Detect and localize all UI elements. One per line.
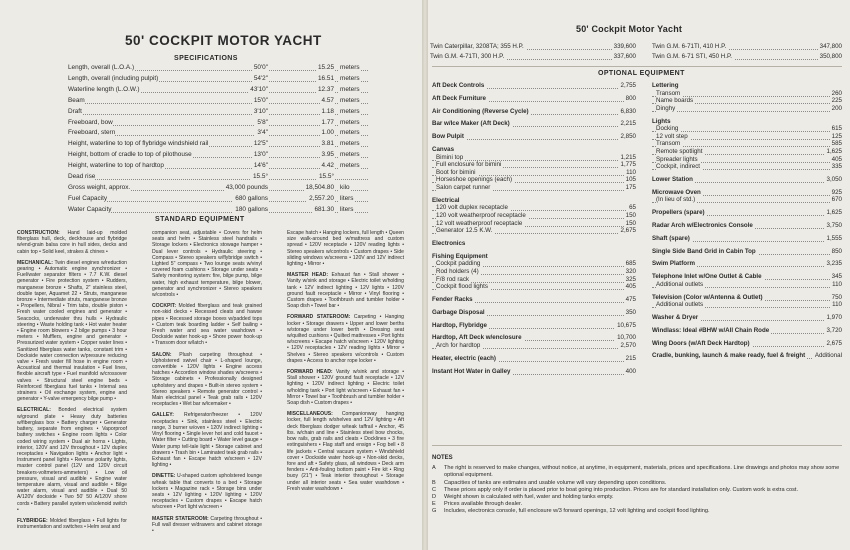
optional-item-label: Transom <box>656 89 681 97</box>
optional-item-label: Name boards <box>656 97 694 105</box>
optional-item <box>432 322 636 332</box>
optional-item-label: Salon carpet runner <box>436 184 491 191</box>
left-page <box>0 0 422 550</box>
optional-item <box>652 281 842 291</box>
spec-label: Fuel Capacity <box>68 194 108 202</box>
optional-item-label: Propellers (spare) <box>652 209 705 217</box>
spec-imperial-value: 3'4" <box>257 129 268 137</box>
optional-item-price: 110 <box>626 168 636 176</box>
optional-item-label: 120 volt duplex receptacle <box>436 204 508 212</box>
optional-item-label: Telephone Inlet w/One Outlet & Cable <box>652 273 762 281</box>
equipment-text: Companionway hanging locker, full length w/shelves and 12V lighting • Aft deck fiberglass dodger w/teak taffrail • Anchor, 45 lbs. w/chain and line • Stainless steel bow chocks, bow rails, grab rails and cleats • Docklines • 3 fire extinguishers • Flag staff and ensign • Fog bell • 8 life jackets • Central vacuum system • Windshield cover • Dockside water hook-up • Non-skid decks, fore and aft • Safety glass, all windows • Deck arm fenders • Anti-fouling bottom paint • Fire kit • Ring buoy (21") • Teak interior throughout • Storage under all interior seats • Sea water washdown • Fresh water washdown • <box>287 411 405 492</box>
equipment-category: COCKPIT: <box>152 303 177 310</box>
optional-item <box>652 340 842 350</box>
optional-item-label: Cockpit, indirect <box>656 163 701 171</box>
equipment-text: Refrigerator/freezer • 120V receptacles • Sink, stainless steel • Electric range, 3 burner w/oven • 120V indirect lighting • Vinyl flooring • Single lever hot and cold faucet • Water filter • Cutting board • Water level gauge • Water pump tell-tale light • Storage cabinet and drawers • Trash bin • Laminated teak grab rails • Exhaust fan • Escape hatch w/screen • 12V lighting • <box>152 412 262 469</box>
optional-item <box>652 327 842 337</box>
spec-label: Height, waterline to top of hardtop <box>68 162 164 170</box>
equipment-paragraph <box>152 352 262 408</box>
note-item <box>432 494 840 501</box>
optional-item-price: 3,720 <box>826 326 842 334</box>
optional-item-price: 2,215 <box>620 120 636 128</box>
optional-item-label: Bow Pulpit <box>432 133 464 141</box>
spec-metric-unit: liters <box>340 194 354 202</box>
optional-item-price: 3,750 <box>826 222 842 229</box>
optional-item-price: Additional <box>814 352 842 360</box>
optional-item <box>432 82 636 92</box>
notes-heading: NOTES <box>432 455 453 461</box>
notes-section <box>432 455 840 516</box>
optional-item-price: 110 <box>832 280 842 288</box>
optional-item-label: Washer & Dryer <box>652 314 699 321</box>
equipment-text: Escape hatch • Hanging lockers, full length • Queen size walk-around bed w/mattress and custom spread • 120V receptacle • 120V reading lights • Stereo speakers w/controls • Custom drapes • Side sliding windows w/screens • 120V and 12V indirect lighting • Mirror • <box>287 230 404 268</box>
optional-item-label: Cradle, bunking, launch & make ready, fuel & freight <box>652 352 806 360</box>
spec-imperial-value: 54'2" <box>253 74 268 82</box>
optional-item-price: 750 <box>831 293 842 301</box>
optional-item <box>652 105 842 115</box>
spec-row <box>68 129 368 139</box>
equipment-text: Carpeting throughout • Full wall dresser w/drawers and cabinet storage • <box>152 515 263 534</box>
equipment-paragraph <box>287 369 404 406</box>
optional-item-price: 3,235 <box>826 260 842 268</box>
optional-item-price: 110 <box>832 301 842 309</box>
optional-item-label: (In lieu of std.) <box>656 196 696 204</box>
spec-row <box>68 151 368 161</box>
optional-item-label: Electrical <box>432 196 460 204</box>
divider <box>432 445 842 446</box>
note-key: C <box>432 486 437 493</box>
spec-metric-value: 12.37 <box>318 85 334 93</box>
equipment-category: CONSTRUCTION: <box>17 230 60 236</box>
equipment-paragraph <box>17 260 127 403</box>
equipment-paragraph <box>152 412 262 468</box>
optional-item <box>432 184 636 194</box>
spec-metric-unit: meters <box>340 118 360 126</box>
optional-item-label: Hardtop, Flybridge <box>432 321 488 329</box>
equipment-text: Molded fiberglass and teak grained non-skid decks • Recessed cleats and hawse pipes • Recessed storage boxes w/padded tops • Custom teak boarding ladder • Self bailing • Fresh water and sea water washdown • Dockside water hook-up • Shore power hook-up • Transom door w/latch • <box>152 303 262 347</box>
engine-option-price: 350,800 <box>819 53 842 60</box>
spec-metric-value: 2,557.20 <box>309 194 334 202</box>
optional-item-label: Garbage Disposal <box>432 308 485 316</box>
optional-item-label: Additional outlets <box>656 280 704 288</box>
spec-metric-value: 4.42 <box>321 162 334 170</box>
optional-item <box>652 301 842 311</box>
spec-row <box>68 75 368 85</box>
optional-item-label: Single Side Band Grid in Cabin Top <box>652 247 756 255</box>
equipment-text: Exhaust fan • Stall shower • Vanity w/sink and storage • Electric toilet w/holding tank • 12V indirect lighting • 12V lights • 120V ground fault receptacle • Mirror • Vinyl flooring • Custom drapes • Toothbrush and tumbler holder • Soap dish • Towel bar • <box>287 272 404 310</box>
spec-metric-value: 681.30 <box>314 205 334 213</box>
optional-item-label: Lower Station <box>652 176 693 183</box>
engine-option-label: Twin Caterpillar, 3208TA; 355 H.P. <box>430 43 524 50</box>
engine-option-label: Twin G.M. 6-71 STI, 450 H.P. <box>652 53 733 60</box>
optional-item-label: Microwave Oven <box>652 188 701 196</box>
equipment-paragraph <box>152 516 262 535</box>
optional-item-label: Television (Color w/Antenna & Outlet) <box>652 293 763 301</box>
equipment-paragraph <box>152 473 262 510</box>
optional-item-label: Air Conditioning (Reverse Cycle) <box>432 107 529 115</box>
optional-item-label: Hardtop, Aft Deck w/enclosure <box>432 334 522 342</box>
optional-item <box>432 296 636 306</box>
equipment-category: MECHANICAL: <box>17 259 53 266</box>
note-text: The right is reserved to make changes, without notice, at anytime, in equipment, materials, prices and specifications. Line drawings and photos may show some optional equipment. <box>444 465 840 479</box>
note-key: A <box>432 465 436 472</box>
spec-metric-value: 15.5° <box>319 173 334 180</box>
spec-row <box>68 108 368 118</box>
spec-metric-unit: meters <box>340 162 360 170</box>
spec-label: Length, overall (L.O.A.) <box>68 64 135 71</box>
optional-item-price: 345 <box>831 273 842 281</box>
optional-item-label: 12 volt step <box>656 132 688 140</box>
optional-item-label: Spreader lights <box>656 155 698 163</box>
price-list-title: 50' Cockpit Motor Yacht <box>576 24 683 34</box>
spec-metric-unit: kilo <box>340 183 350 191</box>
optional-item-price: 225 <box>831 97 842 105</box>
optional-item-price: 850 <box>831 247 842 255</box>
equipment-paragraph <box>17 230 127 255</box>
equipment-paragraph <box>287 314 404 364</box>
note-key: E <box>432 501 436 508</box>
optional-item <box>432 240 636 250</box>
equipment-paragraph <box>287 230 404 267</box>
optional-item-price: 65 <box>629 204 636 212</box>
equipment-category: FORWARD STATEROOM: <box>287 314 351 321</box>
optional-item-price: 2,755 <box>620 82 636 89</box>
spec-label: Draft <box>68 107 82 115</box>
optional-item-label: Shaft (spare) <box>652 234 690 242</box>
spec-metric-value: 1.18 <box>321 107 334 115</box>
note-text: Weight shown is calculated with fuel, water and holding tanks empty. <box>444 494 614 501</box>
spec-row <box>68 64 368 74</box>
optional-item <box>432 342 636 352</box>
note-key: G <box>432 508 437 515</box>
optional-item-label: Transom <box>656 140 681 148</box>
optional-item-label: 12 volt weatherproof receptacle <box>436 219 523 227</box>
spec-label: Height, bottom of cradle to top of pilothouse <box>68 151 192 159</box>
optional-item-price: 125 <box>831 132 842 140</box>
optional-item-price: 475 <box>625 296 636 303</box>
note-item <box>432 480 840 487</box>
spec-metric-value: 1.00 <box>321 129 334 137</box>
standard-equipment-column-2 <box>152 230 262 539</box>
optional-item-price: 6,830 <box>620 107 636 115</box>
optional-item-label: Lettering <box>652 82 679 89</box>
optional-item-label: 120 volt weatherproof receptacle <box>436 212 526 219</box>
note-item <box>432 465 840 479</box>
optional-item-price: 150 <box>625 212 636 219</box>
optional-item <box>652 235 842 245</box>
optional-item-price: 615 <box>831 125 842 133</box>
spec-label: Dead rise <box>68 173 96 180</box>
spec-imperial-value: 680 gallons <box>235 194 268 202</box>
spec-metric-value: 18,504.80 <box>305 183 334 191</box>
optional-item-price: 1,555 <box>826 234 842 242</box>
optional-item-price: 925 <box>831 188 842 196</box>
optional-item-price: 400 <box>625 367 636 375</box>
spec-label: Water Capacity <box>68 205 112 213</box>
spec-row <box>68 206 368 216</box>
equipment-category: MASTER HEAD: <box>287 272 329 279</box>
optional-item-label: Cockpit flood lights <box>436 283 488 291</box>
optional-item-price: 215 <box>625 354 636 362</box>
equipment-category: MISCELLANEOUS: <box>287 411 333 418</box>
spec-metric-value: 3.95 <box>321 151 334 159</box>
spec-metric-value: 4.57 <box>321 96 334 104</box>
standard-equipment-heading: STANDARD EQUIPMENT <box>155 216 245 223</box>
optional-item-price: 2,570 <box>620 342 636 349</box>
spec-metric-unit: meters <box>340 129 360 137</box>
optional-item-price: 685 <box>625 260 636 268</box>
spec-metric-unit: meters <box>340 96 360 104</box>
spec-imperial-value: 15'0" <box>253 96 268 104</box>
optional-item <box>432 309 636 319</box>
spec-metric-unit: meters <box>340 140 360 148</box>
optional-item-price: 350 <box>625 308 636 316</box>
spec-row <box>68 119 368 129</box>
optional-item-label: Instant Hot Water in Galley <box>432 367 511 375</box>
spec-metric-unit: meters <box>340 74 360 82</box>
spec-label: Freeboard, bow <box>68 118 113 126</box>
spec-label: Freeboard, stern <box>68 129 116 137</box>
spec-label: Height, waterline to top of flybridge windshield rail <box>68 140 209 148</box>
engine-option-label: Twin G.M. 4-71TI, 300 H.P. <box>430 53 505 60</box>
equipment-category: FORWARD HEAD: <box>287 369 333 376</box>
optional-item-price: 585 <box>831 140 842 148</box>
equipment-category: MASTER STATEROOM: <box>152 515 209 522</box>
divider <box>432 66 842 67</box>
optional-item <box>652 248 842 258</box>
optional-item-price: 10,700 <box>617 334 636 342</box>
optional-item-label: F/8 rod rack <box>436 275 470 283</box>
note-key: B <box>432 479 436 486</box>
optional-item-label: Windlass: Ideal #BHW w/All Chain Rode <box>652 326 770 334</box>
optional-item-price: 2,675 <box>620 227 636 235</box>
spec-metric-unit: meters <box>340 64 360 71</box>
optional-item-label: Aft Deck Furniture <box>432 94 486 102</box>
spec-row <box>68 86 368 96</box>
equipment-category: FLYBRIDGE: <box>17 517 48 524</box>
optional-item-label: Arch for hardtop <box>436 342 481 349</box>
optional-item <box>652 352 842 362</box>
spec-label: Beam <box>68 96 85 104</box>
engine-option <box>652 43 842 53</box>
equipment-text: Molded fiberglass • Full lights for instrumentation and switches • Helm seat and <box>17 517 127 531</box>
optional-item-price: 335 <box>831 163 842 171</box>
spec-metric-value: 1.77 <box>321 118 334 126</box>
note-text: Capacities of tanks are estimates and usable volume will vary depending upon conditions. <box>444 479 667 486</box>
optional-item <box>652 314 842 324</box>
engine-option-price: 339,600 <box>613 43 636 50</box>
optional-item-price: 325 <box>625 275 636 283</box>
optional-item <box>432 133 636 143</box>
optional-item-price: 1,970 <box>826 314 842 321</box>
equipment-text: Carpeting • Hanging locker • Storage drawers • Upper and lower berths w/storage under lower berth • Dressing seat w/quilted cushions • Quilted mattresses • Port lights w/screens • Escape hatch w/screen • 120V lighting • 120V receptacles • 12V reading lights • Mirror • Shelves • Stereo speakers w/controls • Custom drapes • Access to anchor rope locker • <box>287 314 404 364</box>
spec-label: Waterline length (L.O.W.) <box>68 85 140 93</box>
equipment-category: GALLEY: <box>152 412 174 419</box>
standard-equipment-column-3 <box>287 230 404 497</box>
optional-item <box>652 163 842 173</box>
optional-item <box>432 120 636 130</box>
optional-item <box>652 196 842 206</box>
optional-item-label: Docking <box>656 125 679 133</box>
specifications-heading: SPECIFICATIONS <box>174 55 238 62</box>
leader-dots <box>652 111 842 112</box>
spec-row <box>68 140 368 150</box>
spec-metric-unit: liters <box>340 205 354 213</box>
spec-imperial-value: 43'10" <box>250 85 268 93</box>
engine-option <box>430 53 636 63</box>
spec-row <box>68 162 368 172</box>
optional-item-price: 1,215 <box>620 153 636 161</box>
optional-item-price: 105 <box>625 176 636 184</box>
optional-item <box>432 108 636 118</box>
optional-item-label: Lights <box>652 117 671 125</box>
optional-item <box>652 176 842 186</box>
spec-row <box>68 195 368 205</box>
optional-item-label: Dinghy <box>656 104 676 112</box>
spec-metric-value: 3.81 <box>321 140 334 148</box>
optional-item-label: Fishing Equipment <box>432 252 488 260</box>
note-item <box>432 508 840 515</box>
optional-item-label: Generator 12.5 K.W. <box>436 227 493 235</box>
optional-item-price: 320 <box>625 268 636 275</box>
equipment-paragraph <box>17 518 127 530</box>
optional-item <box>432 368 636 378</box>
optional-item-label: Swim Platform <box>652 260 695 268</box>
note-key: D <box>432 494 437 501</box>
optional-equipment-heading: OPTIONAL EQUIPMENT <box>598 70 685 77</box>
equipment-paragraph <box>152 303 262 346</box>
engine-option <box>430 43 636 53</box>
optional-item <box>432 355 636 365</box>
optional-item-price: 405 <box>831 155 842 163</box>
optional-item-price: 1,625 <box>826 209 842 217</box>
optional-item-label: Additional outlets <box>656 301 704 309</box>
note-text: These prices apply only if order is placed prior to boat going into production. Prices are for standard installation only. Custom work is extra cost. <box>444 486 799 493</box>
equipment-text: Twin diesel engines w/reduction gearing • Automatic engine synchronizer • Fuel/water separator filters • 7.7 K.W. diesel generator • Fire protection system • Rudders, manganese bronze • Shafts, 2" stainless steel, double taper, Aquamet 22 • Struts, manganese bronze • Intermediate struts, manganese bronze • Propellers, Nibral • Trim tabs, double piston • Fresh water cooled engines and generator • Seacocks, underwater thru hulls • Hydraulic steering • Waste holding tank • Hot water heater • Engine room blowers • 2 bilge pumps • 3 hour meters • Mufflers, engine and generator • Pressurized water system • Copper water lines • Sanitized fiberglass water tanks, constant trim • Dockside water connection w/pressure reducing valve • Fresh water fill hose in engine room • Acoustical and thermal insulation • Fuel lines, flexible aircraft type • Fuel manifold w/crossover valves • Structural steel engine beds • Reinforced fiberglass fuel tanks • Internal sea strainers • Oil exchange system, engine and generator • Y-valve emergency bilge pump • <box>17 259 127 403</box>
optional-item-label: Bar w/Ice Maker (Aft Deck) <box>432 120 510 128</box>
optional-item-label: Wing Doors (w/Aft Deck Hardtop) <box>652 339 750 347</box>
spec-imperial-value: 43,000 pounds <box>225 183 268 191</box>
optional-item-price: 10,675 <box>617 321 636 329</box>
optional-item-label: Heater, electric (each) <box>432 354 496 362</box>
optional-item-label: Full enclosure for bimini <box>436 161 502 169</box>
optional-item-price: 670 <box>831 196 842 204</box>
spec-imperial-value: 180 gallons <box>235 205 268 213</box>
optional-item <box>652 209 842 219</box>
optional-item-price: 175 <box>625 184 636 191</box>
engine-option-label: Twin G.M. 6-71TI, 410 H.P. <box>652 43 727 50</box>
optional-item <box>652 222 842 232</box>
optional-item-label: Horseshoe openings (each) <box>436 176 513 184</box>
spec-imperial-value: 3'10" <box>253 107 268 115</box>
spec-imperial-value: 13'0" <box>253 151 268 159</box>
spec-row <box>68 184 368 194</box>
spec-row <box>68 173 368 183</box>
spec-imperial-value: 12'5" <box>253 140 268 148</box>
equipment-category: DINETTE: <box>152 473 176 480</box>
optional-item-label: Radar Arch w/Electronics Console <box>652 222 753 229</box>
engine-option-price: 337,600 <box>613 53 636 60</box>
standard-equipment-column-1 <box>17 230 127 535</box>
optional-item-label: Electronics <box>432 240 466 247</box>
equipment-category: SALON: <box>152 351 172 358</box>
engine-option <box>652 53 842 63</box>
spec-imperial-value: 5'8" <box>257 118 268 126</box>
spec-metric-value: 15.25 <box>318 64 334 71</box>
note-text: Prices available through dealer. <box>444 501 523 508</box>
optional-item-price: 1,775 <box>620 161 636 169</box>
equipment-paragraph <box>152 230 262 298</box>
spec-metric-unit: meters <box>340 107 360 115</box>
optional-item-price: 3,050 <box>826 176 842 183</box>
equipment-paragraph <box>287 411 404 492</box>
optional-item <box>432 227 636 237</box>
equipment-paragraph <box>17 407 127 512</box>
spec-metric-unit: meters <box>340 85 360 93</box>
equipment-text: companion seat, adjustable • Covers for helm seats and helm • Stainless steel handrails • Storage lockers • Electronics stowage hamper • Dual lever controls • Hydraulic steering • Compass • Stereo speakers w/flybridge switch • Lighted 5" compass • Two lounge seats w/vinyl covered foam cushions • Storage under seats • Safety monitoring system: fire, bilge pump, bilge water, high exhaust temperature, bilge blower, generator and synchronizer • Stereo speakers w/controls • <box>152 230 262 299</box>
engine-option-price: 347,800 <box>819 43 842 50</box>
spec-metric-value: 16.51 <box>318 74 334 82</box>
spec-label: Gross weight, approx. <box>68 183 131 191</box>
optional-item-label: Rod holders (4) <box>436 268 479 275</box>
optional-item-label: Aft Deck Controls <box>432 82 485 89</box>
optional-item-price: 200 <box>831 104 842 112</box>
note-text: Includes, electronics console, full enclosure w/3 forward openings, 12 volt lighting and cockpit flood lighting. <box>444 508 710 515</box>
optional-item <box>652 260 842 270</box>
optional-item <box>432 283 636 293</box>
optional-item-label: Boot for bimini <box>436 168 476 176</box>
optional-item-price: 1,625 <box>826 148 842 155</box>
spec-row <box>68 97 368 107</box>
equipment-category: ELECTRICAL: <box>17 407 51 414</box>
page-title: 50' COCKPIT MOTOR YACHT <box>125 33 322 48</box>
optional-item-price: 2,850 <box>620 133 636 141</box>
spec-metric-unit: meters <box>340 151 360 159</box>
spec-label: Length, overall (including pulpit) <box>68 74 159 82</box>
note-item <box>432 487 840 494</box>
equipment-text: Plush carpeting throughout • Upholstered swivel chair • L-shaped lounge, convertible • 120V lights • Engine access hatches • Accordion window shades w/screens • Storage cabinets • Professionally designed upholstery and drapes • Built-in stereo system • Stereo speakers • Remote generator control • Main electrical panel • Teak grab rails • 120V receptacles • Wet bar w/icemaker • <box>152 351 262 408</box>
equipment-text: U-shaped custom upholstered lounge w/teak table that converts to a bed • Storage lockers • Magazine rack • Storage bins under seats • 12V lighting • 120V lighting • 120V receptacles • Custom drapes • Escape hatch w/screen • Port light w/screen • <box>152 473 263 511</box>
equipment-paragraph <box>287 272 404 309</box>
equipment-text: Vanity w/sink and storage • Stall shower • 120V ground fault receptacle • 12V lighting • 120V indirect lighting • Electric toilet w/holding tank • Port light w/screen • Exhaust fan • Mirror • Towel bar • Toothbrush and tumbler holder • Soap dish • Custom drapes • <box>287 369 404 407</box>
optional-item-label: Bimini top <box>436 153 464 161</box>
equipment-text: Hand laid-up molded fiberglass hull, deck, deckhouse and flybridge w/end-grain balsa core in hull sides, decks and cabin top • Solid keel, strakes & chines • <box>17 230 127 255</box>
optional-item-price: 800 <box>625 94 636 102</box>
optional-item-price: 150 <box>625 219 636 227</box>
spec-imperial-value: 15.5° <box>253 173 268 180</box>
spec-imperial-value: 14'6" <box>253 162 268 170</box>
optional-item-price: 405 <box>625 283 636 291</box>
optional-item-price: 2,675 <box>826 339 842 347</box>
optional-item-price: 260 <box>831 89 842 97</box>
optional-item-label: Cockpit padding <box>436 260 481 268</box>
equipment-text: Bonded electrical system w/ground plate • Heavy duty batteries w/fiberglass box • Battery charger • Generator battery, separate from engines • Vaporproof battery switches • Engine room lights • Color coded wiring system • Dual air horns • Lights, interior, 120V and 12V throughout • 12V duplex receptacles • Navigation lights • Anchor light • Instrument panel lights • Reverse polarity lights, master control panel (12V and 120V circuit breakers-voltmeters-ammeters) • Low oil pressure, visual and audible • Engine water temperature alarm, visual and audible • Bilge water alarm, visual and audible • Dual 50 A/120V dockside • Two 50' 50 A/120V shore cords • Battery parallel system w/solenoid switch • <box>17 407 128 513</box>
optional-item-label: Remote spotlight <box>656 148 703 155</box>
optional-item <box>432 95 636 105</box>
spec-imperial-value: 50'0" <box>253 64 268 71</box>
optional-item-label: Canvas <box>432 146 455 153</box>
note-item <box>432 501 840 508</box>
optional-item-label: Fender Racks <box>432 296 473 303</box>
